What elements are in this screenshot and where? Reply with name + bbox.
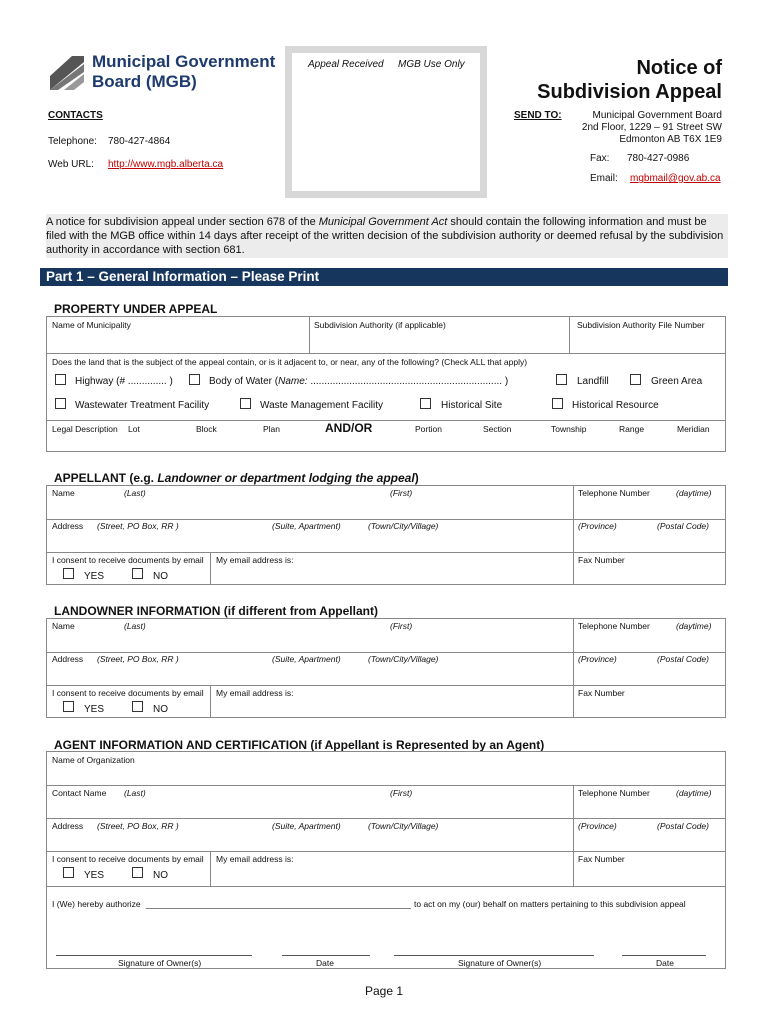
appeal-received-label: Appeal Received (308, 59, 384, 70)
appellant-no-checkbox[interactable] (132, 568, 143, 579)
telephone-value: 780-427-4864 (108, 136, 171, 147)
telephone-label: Telephone: (48, 136, 97, 147)
email-label: Email: (590, 173, 618, 184)
agent-organization-field[interactable]: Name of Organization (52, 755, 135, 765)
historical-site-checkbox[interactable] (420, 398, 431, 409)
appellant-no-label: NO (153, 571, 168, 582)
agent-postal-field[interactable]: (Postal Code) (657, 821, 709, 831)
landowner-last-name-field[interactable]: (Last) (124, 621, 146, 631)
email-link[interactable]: mgbmail@gov.ab.ca (630, 173, 721, 184)
web-label: Web URL: (48, 159, 94, 170)
authorize-label: I (We) hereby authorize (52, 899, 141, 909)
fax-value: 780-427-0986 (627, 153, 690, 164)
appellant-name-label: Name (52, 488, 75, 498)
agent-phone-field[interactable]: Telephone Number (578, 788, 650, 798)
web-link[interactable]: http://www.mgb.alberta.ca (108, 159, 224, 170)
lot-field[interactable]: Lot (128, 424, 140, 434)
date-line-1[interactable] (282, 955, 370, 956)
and-or-label: AND/OR (325, 421, 373, 435)
landowner-email-field[interactable]: My email address is: (216, 688, 294, 698)
date-label-2: Date (656, 958, 674, 968)
part1-title: Part 1 – General Information – Please Print (40, 268, 728, 286)
agent-province-field[interactable]: (Province) (578, 821, 617, 831)
waste-management-checkbox[interactable] (240, 398, 251, 409)
historical-resource-label: Historical Resource (572, 400, 659, 411)
agent-no-checkbox[interactable] (132, 867, 143, 878)
agent-yes-label: YES (84, 870, 105, 881)
date-line-2[interactable] (622, 955, 706, 956)
appellant-yes-checkbox[interactable] (63, 568, 74, 579)
agent-town-field[interactable]: (Town/City/Village) (368, 821, 439, 831)
signature-label-2: Signature of Owner(s) (458, 958, 542, 968)
intro-paragraph: A notice for subdivision appeal under section 678 of the Municipal Government Act should contain the following information and must be filed with the MGB office within 14 days after receipt of the written decision of the subdivision authority or deemed refusal by the subdivision authority in accordance with section 681. (46, 214, 728, 258)
appellant-email-field[interactable]: My email address is: (216, 555, 294, 565)
appellant-province-field[interactable]: (Province) (578, 521, 617, 531)
landowner-first-name-field[interactable]: (First) (390, 621, 413, 631)
appellant-postal-field[interactable]: (Postal Code) (657, 521, 709, 531)
appellant-street-field[interactable]: (Street, PO Box, RR ) (97, 521, 179, 531)
highway-checkbox[interactable] (55, 374, 66, 385)
landowner-address-label: Address (52, 654, 84, 664)
agent-fax-field[interactable]: Fax Number (578, 854, 625, 864)
agent-last-name-field[interactable]: (Last) (124, 788, 146, 798)
date-label-1: Date (316, 958, 334, 968)
landowner-street-field[interactable]: (Street, PO Box, RR ) (97, 654, 179, 664)
meridian-field[interactable]: Meridian (677, 424, 710, 434)
landowner-section-title: LANDOWNER INFORMATION (if different from Appellant) (54, 604, 378, 618)
appellant-yes-label: YES (84, 571, 105, 582)
fax-label: Fax: (590, 153, 610, 164)
landowner-phone-field[interactable]: Telephone Number (578, 621, 650, 631)
green-area-checkbox[interactable] (630, 374, 641, 385)
agent-email-field[interactable]: My email address is: (216, 854, 294, 864)
township-field[interactable]: Township (551, 424, 587, 434)
wastewater-label: Wastewater Treatment Facility (75, 400, 210, 411)
file-number-field[interactable]: Subdivision Authority File Number (577, 320, 705, 330)
landowner-name-label: Name (52, 621, 75, 631)
agent-contact-label: Contact Name (52, 788, 107, 798)
landowner-yes-label: YES (84, 704, 105, 715)
agent-no-label: NO (153, 870, 168, 881)
landowner-province-field[interactable]: (Province) (578, 654, 617, 664)
legal-description-label: Legal Description (52, 424, 118, 434)
authority-field[interactable]: Subdivision Authority (if applicable) (314, 320, 446, 330)
wastewater-checkbox[interactable] (55, 398, 66, 409)
appellant-address-label: Address (52, 521, 84, 531)
appellant-consent-label: I consent to receive documents by email (52, 555, 204, 565)
agent-daytime-label: (daytime) (676, 788, 712, 798)
agent-address-label: Address (52, 821, 84, 831)
plan-field[interactable]: Plan (263, 424, 281, 434)
appellant-fax-field[interactable]: Fax Number (578, 555, 625, 565)
proximity-question: Does the land that is the subject of the appeal contain, or is it adjacent to, or near, any of the following? (Check ALL that apply) (52, 357, 528, 367)
appellant-town-field[interactable]: (Town/City/Village) (368, 521, 439, 531)
landowner-suite-field[interactable]: (Suite, Apartment) (272, 654, 341, 664)
agent-first-name-field[interactable]: (First) (390, 788, 413, 798)
appellant-last-name-field[interactable]: (Last) (124, 488, 146, 498)
mgb-logo-icon (50, 54, 84, 90)
landowner-no-label: NO (153, 704, 168, 715)
historical-resource-checkbox[interactable] (552, 398, 563, 409)
signature-label-1: Signature of Owner(s) (118, 958, 202, 968)
property-section-title: PROPERTY UNDER APPEAL (54, 302, 218, 316)
highway-label: Highway (# .............. ) (75, 376, 173, 387)
logo-text: Municipal Government Board (MGB) (92, 52, 276, 91)
landfill-label: Landfill (577, 376, 609, 387)
landowner-postal-field[interactable]: (Postal Code) (657, 654, 709, 664)
landfill-checkbox[interactable] (556, 374, 567, 385)
send-to-address: Municipal Government Board 2nd Floor, 1229 – 91 Street SW Edmonton AB T6X 1E9 (581, 110, 722, 145)
range-field[interactable]: Range (619, 424, 645, 434)
appellant-suite-field[interactable]: (Suite, Apartment) (272, 521, 341, 531)
water-label: Body of Water (Name: ..................................................................... ) (209, 376, 509, 387)
contacts-heading: CONTACTS (48, 110, 103, 121)
landowner-no-checkbox[interactable] (132, 701, 143, 712)
section-field[interactable]: Section (483, 424, 512, 434)
appellant-daytime-label: (daytime) (676, 488, 712, 498)
agent-suite-field[interactable]: (Suite, Apartment) (272, 821, 341, 831)
historical-site-label: Historical Site (441, 400, 503, 411)
landowner-box (46, 618, 726, 718)
agent-street-field[interactable]: (Street, PO Box, RR ) (97, 821, 179, 831)
signature-line-2[interactable] (394, 955, 594, 956)
green-area-label: Green Area (651, 376, 703, 387)
page-number: Page 1 (365, 984, 404, 998)
signature-line-1[interactable] (56, 955, 252, 956)
authorized-agent-field[interactable]: ________________________________________________________ (146, 899, 411, 909)
landowner-fax-field[interactable]: Fax Number (578, 688, 625, 698)
agent-section-title: AGENT INFORMATION AND CERTIFICATION (if Appellant is Represented by an Agent) (54, 738, 545, 752)
mgb-use-only-label: MGB Use Only (398, 59, 465, 70)
office-use-stamp-box (285, 46, 487, 198)
appellant-box (46, 485, 726, 585)
form-title: Notice of Subdivision Appeal (537, 57, 722, 103)
agent-consent-label: I consent to receive documents by email (52, 854, 204, 864)
send-to-label: SEND TO: (514, 110, 562, 121)
portion-field[interactable]: Portion (415, 424, 442, 434)
water-checkbox[interactable] (189, 374, 200, 385)
landowner-daytime-label: (daytime) (676, 621, 712, 631)
appellant-phone-field[interactable]: Telephone Number (578, 488, 650, 498)
landowner-town-field[interactable]: (Town/City/Village) (368, 654, 439, 664)
appellant-section-title: APPELLANT (e.g. Landowner or department lodging the appeal) (54, 471, 419, 485)
waste-management-label: Waste Management Facility (260, 400, 384, 411)
landowner-yes-checkbox[interactable] (63, 701, 74, 712)
block-field[interactable]: Block (196, 424, 217, 434)
authorize-suffix: to act on my (our) behalf on matters pertaining to this subdivision appeal (414, 899, 686, 909)
appellant-first-name-field[interactable]: (First) (390, 488, 413, 498)
municipality-field[interactable]: Name of Municipality (52, 320, 131, 330)
landowner-consent-label: I consent to receive documents by email (52, 688, 204, 698)
agent-yes-checkbox[interactable] (63, 867, 74, 878)
